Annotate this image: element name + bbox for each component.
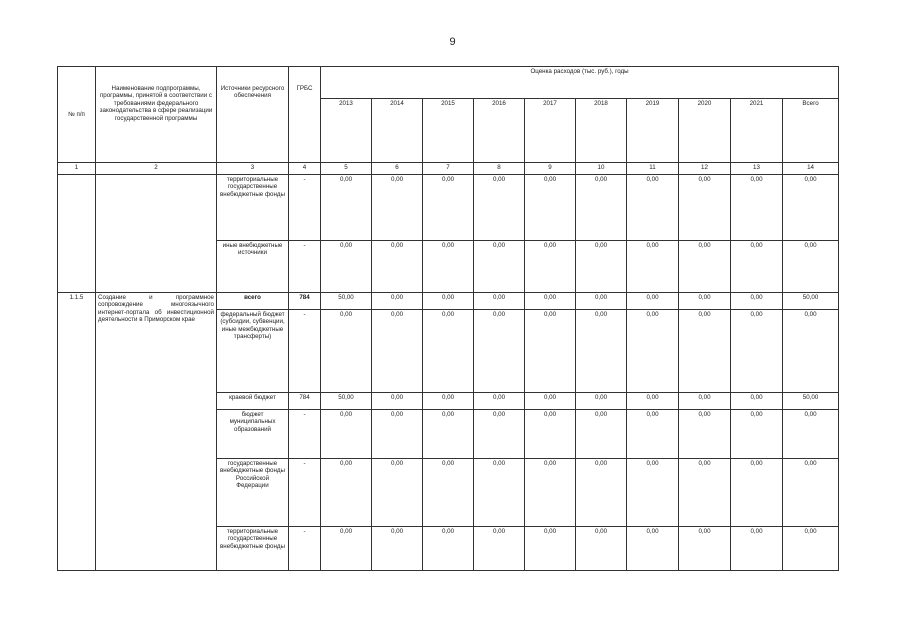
- value-cell: 0,00: [372, 459, 423, 527]
- grbs-cell: -: [289, 175, 321, 241]
- header-num: № п/п: [58, 67, 96, 163]
- value-cell: 0,00: [474, 459, 525, 527]
- value-cell: 0,00: [321, 310, 372, 393]
- value-cell: 50,00: [321, 293, 372, 310]
- header-grbs: ГРБС: [289, 67, 321, 163]
- value-cell: 0,00: [731, 410, 783, 459]
- value-cell: 0,00: [525, 241, 576, 293]
- budget-table: [57, 66, 839, 571]
- value-cell: 0,00: [321, 175, 372, 241]
- value-cell: 0,00: [525, 527, 576, 571]
- header-year: 2020: [679, 99, 731, 163]
- value-cell: 0,00: [423, 459, 474, 527]
- value-cell: 0,00: [679, 410, 731, 459]
- source-cell: всего: [217, 293, 289, 310]
- value-cell: 0,00: [576, 527, 627, 571]
- grbs-cell: -: [289, 241, 321, 293]
- value-cell: 0,00: [372, 175, 423, 241]
- value-cell: 50,00: [783, 393, 839, 410]
- value-cell: 0,00: [731, 527, 783, 571]
- value-cell: 0,00: [627, 527, 679, 571]
- header-year: 2013: [321, 99, 372, 163]
- source-cell: территориальные государственные внебюджетные фонды: [217, 527, 289, 571]
- value-cell: 0,00: [731, 293, 783, 310]
- source-cell: краевой бюджет: [217, 393, 289, 410]
- value-cell: 0,00: [372, 410, 423, 459]
- column-number: 7: [423, 163, 474, 175]
- grbs-cell: -: [289, 410, 321, 459]
- value-cell: 0,00: [783, 241, 839, 293]
- value-cell: 0,00: [321, 241, 372, 293]
- value-cell: 0,00: [783, 175, 839, 241]
- value-cell: 0,00: [576, 175, 627, 241]
- header-year: 2015: [423, 99, 474, 163]
- num-cell-empty: [58, 175, 96, 293]
- value-cell: 0,00: [731, 241, 783, 293]
- column-number: 10: [576, 163, 627, 175]
- value-cell: 0,00: [627, 175, 679, 241]
- column-number: 4: [289, 163, 321, 175]
- column-number: 6: [372, 163, 423, 175]
- value-cell: 0,00: [679, 393, 731, 410]
- grbs-cell: -: [289, 527, 321, 571]
- table-row: [58, 175, 839, 241]
- value-cell: 0,00: [525, 175, 576, 241]
- grbs-cell: 784: [289, 293, 321, 310]
- value-cell: 0,00: [423, 293, 474, 310]
- value-cell: 0,00: [576, 310, 627, 393]
- value-cell: 0,00: [576, 241, 627, 293]
- column-number: 14: [783, 163, 839, 175]
- source-cell: бюджет муниципальных образований: [217, 410, 289, 459]
- value-cell: 0,00: [783, 527, 839, 571]
- column-number: 3: [217, 163, 289, 175]
- value-cell: 50,00: [783, 293, 839, 310]
- page-number: 9: [449, 36, 456, 48]
- value-cell: 0,00: [423, 175, 474, 241]
- value-cell: 0,00: [423, 527, 474, 571]
- source-cell: территориальные государственные внебюджетные фонды: [217, 175, 289, 241]
- value-cell: 0,00: [423, 410, 474, 459]
- value-cell: 0,00: [525, 410, 576, 459]
- value-cell: 0,00: [474, 293, 525, 310]
- value-cell: 0,00: [525, 310, 576, 393]
- value-cell: 0,00: [627, 310, 679, 393]
- value-cell: 0,00: [731, 310, 783, 393]
- value-cell: 0,00: [474, 241, 525, 293]
- header-estimate: Оценка расходов (тыс. руб.), годы: [321, 67, 839, 99]
- source-cell: федеральный бюджет (субсидии, субвенции, иные межбюджетные трансферты): [217, 310, 289, 393]
- column-number: 9: [525, 163, 576, 175]
- value-cell: 0,00: [576, 393, 627, 410]
- item-number: 1.1.5: [58, 293, 96, 571]
- value-cell: 0,00: [679, 293, 731, 310]
- header-year: 2018: [576, 99, 627, 163]
- value-cell: 0,00: [679, 527, 731, 571]
- value-cell: 0,00: [679, 175, 731, 241]
- column-number: 12: [679, 163, 731, 175]
- value-cell: 0,00: [627, 459, 679, 527]
- value-cell: 0,00: [679, 459, 731, 527]
- value-cell: 0,00: [423, 393, 474, 410]
- value-cell: 0,00: [321, 527, 372, 571]
- column-number: 2: [96, 163, 217, 175]
- value-cell: 0,00: [474, 410, 525, 459]
- value-cell: 0,00: [731, 175, 783, 241]
- value-cell: 0,00: [372, 241, 423, 293]
- value-cell: 0,00: [576, 459, 627, 527]
- header-year: 2021: [731, 99, 783, 163]
- value-cell: 0,00: [783, 410, 839, 459]
- value-cell: 0,00: [627, 410, 679, 459]
- value-cell: 0,00: [627, 241, 679, 293]
- header-year: 2014: [372, 99, 423, 163]
- value-cell: 0,00: [525, 393, 576, 410]
- column-number: 8: [474, 163, 525, 175]
- value-cell: 0,00: [783, 310, 839, 393]
- value-cell: 0,00: [321, 459, 372, 527]
- value-cell: 0,00: [783, 459, 839, 527]
- grbs-cell: 784: [289, 393, 321, 410]
- header-year: 2016: [474, 99, 525, 163]
- item-name: Создание и программное сопровождение многоязычного интернет-портала об инвестиционной деятельности в Приморском крае: [96, 293, 217, 571]
- value-cell: 0,00: [576, 410, 627, 459]
- value-cell: 0,00: [372, 310, 423, 393]
- value-cell: 50,00: [321, 393, 372, 410]
- value-cell: 0,00: [731, 393, 783, 410]
- value-cell: 0,00: [525, 459, 576, 527]
- header-year: 2019: [627, 99, 679, 163]
- value-cell: 0,00: [474, 393, 525, 410]
- value-cell: 0,00: [372, 527, 423, 571]
- header-name: Наименование подпрограммы, программы, принятой в соответствии с требованиями федерального законодательства в сфере реализации государственной программы: [96, 67, 217, 163]
- value-cell: 0,00: [627, 393, 679, 410]
- column-number: 5: [321, 163, 372, 175]
- value-cell: 0,00: [731, 459, 783, 527]
- value-cell: 0,00: [679, 241, 731, 293]
- name-cell-empty: [96, 175, 217, 293]
- header-source: Источники ресурсного обеспечения: [217, 67, 289, 163]
- table-row: [58, 293, 839, 310]
- column-number: 13: [731, 163, 783, 175]
- header-column-numbers-row: [58, 163, 839, 175]
- value-cell: 0,00: [576, 293, 627, 310]
- value-cell: 0,00: [423, 241, 474, 293]
- column-number: 1: [58, 163, 96, 175]
- source-cell: государственные внебюджетные фонды Российской Федерации: [217, 459, 289, 527]
- value-cell: 0,00: [679, 310, 731, 393]
- grbs-cell: -: [289, 310, 321, 393]
- header-year: Всего: [783, 99, 839, 163]
- value-cell: 0,00: [474, 310, 525, 393]
- value-cell: 0,00: [372, 393, 423, 410]
- value-cell: 0,00: [423, 310, 474, 393]
- value-cell: 0,00: [474, 175, 525, 241]
- header-year: 2017: [525, 99, 576, 163]
- grbs-cell: -: [289, 459, 321, 527]
- value-cell: 0,00: [321, 410, 372, 459]
- value-cell: 0,00: [372, 293, 423, 310]
- column-number: 11: [627, 163, 679, 175]
- value-cell: 0,00: [525, 293, 576, 310]
- value-cell: 0,00: [627, 293, 679, 310]
- source-cell: иные внебюджетные источники: [217, 241, 289, 293]
- table-body: [58, 175, 839, 571]
- value-cell: 0,00: [474, 527, 525, 571]
